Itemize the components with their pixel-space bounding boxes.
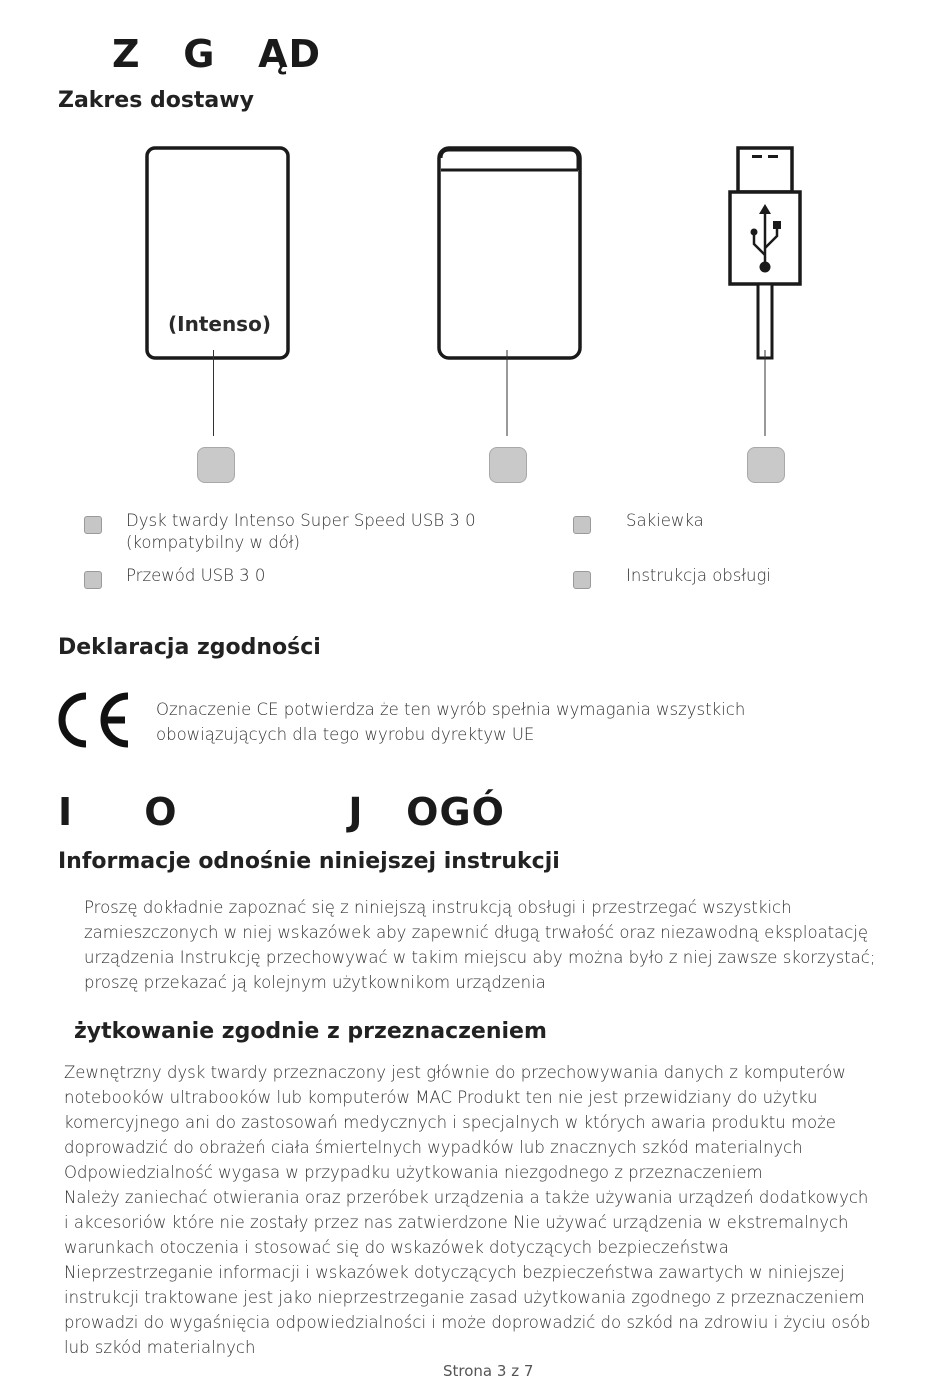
text-line: instrukcji traktowane jest jako nieprzestrzeganie zasad użytkowania zgodnego z przeznaczeniem [64,1288,865,1307]
item-marker [84,571,102,589]
text-line: Należy zaniechać otwierania oraz przeróbek urządzenia a także używania urządzeń dodatkowych [64,1188,869,1207]
usb-cable-icon [730,148,800,436]
list-item: Instrukcja obsługi [626,566,771,585]
text-line: doprowadzić do obrażeń ciała śmiertelnych wypadków lub znacznych szkód materialnych [64,1138,803,1157]
text-line: prowadzi do wygaśnięcia odpowiedzialności i może doprowadzić do szkód na zdrowiu i życiu osób [64,1313,871,1332]
item-text: (kompatybilny w dół) [126,533,300,552]
list-item [126,510,476,554]
text-line: Oznaczenie CE potwierdza że ten wyrób spełnia wymagania wszystkich [156,700,746,719]
ce-mark-icon [55,690,135,750]
delivery-heading: Zakres dostawy [58,88,254,113]
callout-marker-drive [197,447,235,483]
text-line: obowiązujących dla tego wyrobu dyrektyw UE [156,725,535,744]
delivery-illustration [0,140,950,490]
intended-use-heading: żytkowanie zgodnie z przeznaczeniem [74,1019,547,1044]
item-marker [573,516,591,534]
item-marker [84,516,102,534]
page-number: Strona 3 z 7 [443,1362,534,1380]
list-item: Przewód USB 3 0 [126,566,266,585]
text-line: i akcesoriów które nie zostały przez nas zatwierdzone Nie używać urządzenia w ekstremalnych [64,1213,849,1232]
text-line: warunkach otoczenia i stosować się do wskazówek dotyczących bezpieczeństwa [64,1238,729,1257]
intended-use-paragraph [64,1060,871,1360]
text-line: urządzenia Instrukcję przechowywać w takim miejscu aby można było z niej zawsze skorzystać; [84,948,876,967]
text-line: Proszę dokładnie zapoznać się z niniejszą instrukcją obsługi i przestrzegać wszystkich [84,898,792,917]
callout-marker-pouch [489,447,527,483]
text-line: Zewnętrzny dysk twardy przeznaczony jest głównie do przechowywania danych z komputerów [64,1063,846,1082]
conformity-text [156,697,745,747]
hard-drive-icon [147,148,288,436]
text-line: Odpowiedzialność wygasa w przypadku użytkowania niezgodnego z przeznaczeniem [64,1163,763,1182]
list-item: Sakiewka [626,511,704,530]
manual-info-paragraph [84,895,875,995]
item-text: Dysk twardy Intenso Super Speed USB 3 0 [126,511,476,530]
manual-info-heading: Informacje odnośnie niniejszej instrukcji [58,849,560,874]
text-line: komercyjnego ani do zastosowań medycznych i specjalnych w których awaria produktu może [64,1113,836,1132]
conformity-heading: Deklaracja zgodności [58,635,321,660]
text-line: Nieprzestrzeganie informacji i wskazówek dotyczących bezpieczeństwa zawartych w niniejszej [64,1263,845,1282]
intenso-logo: (Intenso) [168,312,271,336]
pouch-icon [439,148,580,436]
text-line: proszę przekazać ją kolejnym użytkownikom urządzenia [84,973,546,992]
item-marker [573,571,591,589]
text-line: zamieszczonych w niej wskazówek aby zapewnić długą trwałość oraz niezawodną eksploatację [84,923,869,942]
section-heading-2: I O J OGÓ [58,790,505,834]
text-line: notebooków ultrabooków lub komputerów MAC Produkt ten nie jest przewidziany do użytku [64,1088,818,1107]
section-heading-1: Z G ĄD [112,32,322,76]
callout-marker-cable [747,447,785,483]
text-line: lub szkód materialnych [64,1338,256,1357]
